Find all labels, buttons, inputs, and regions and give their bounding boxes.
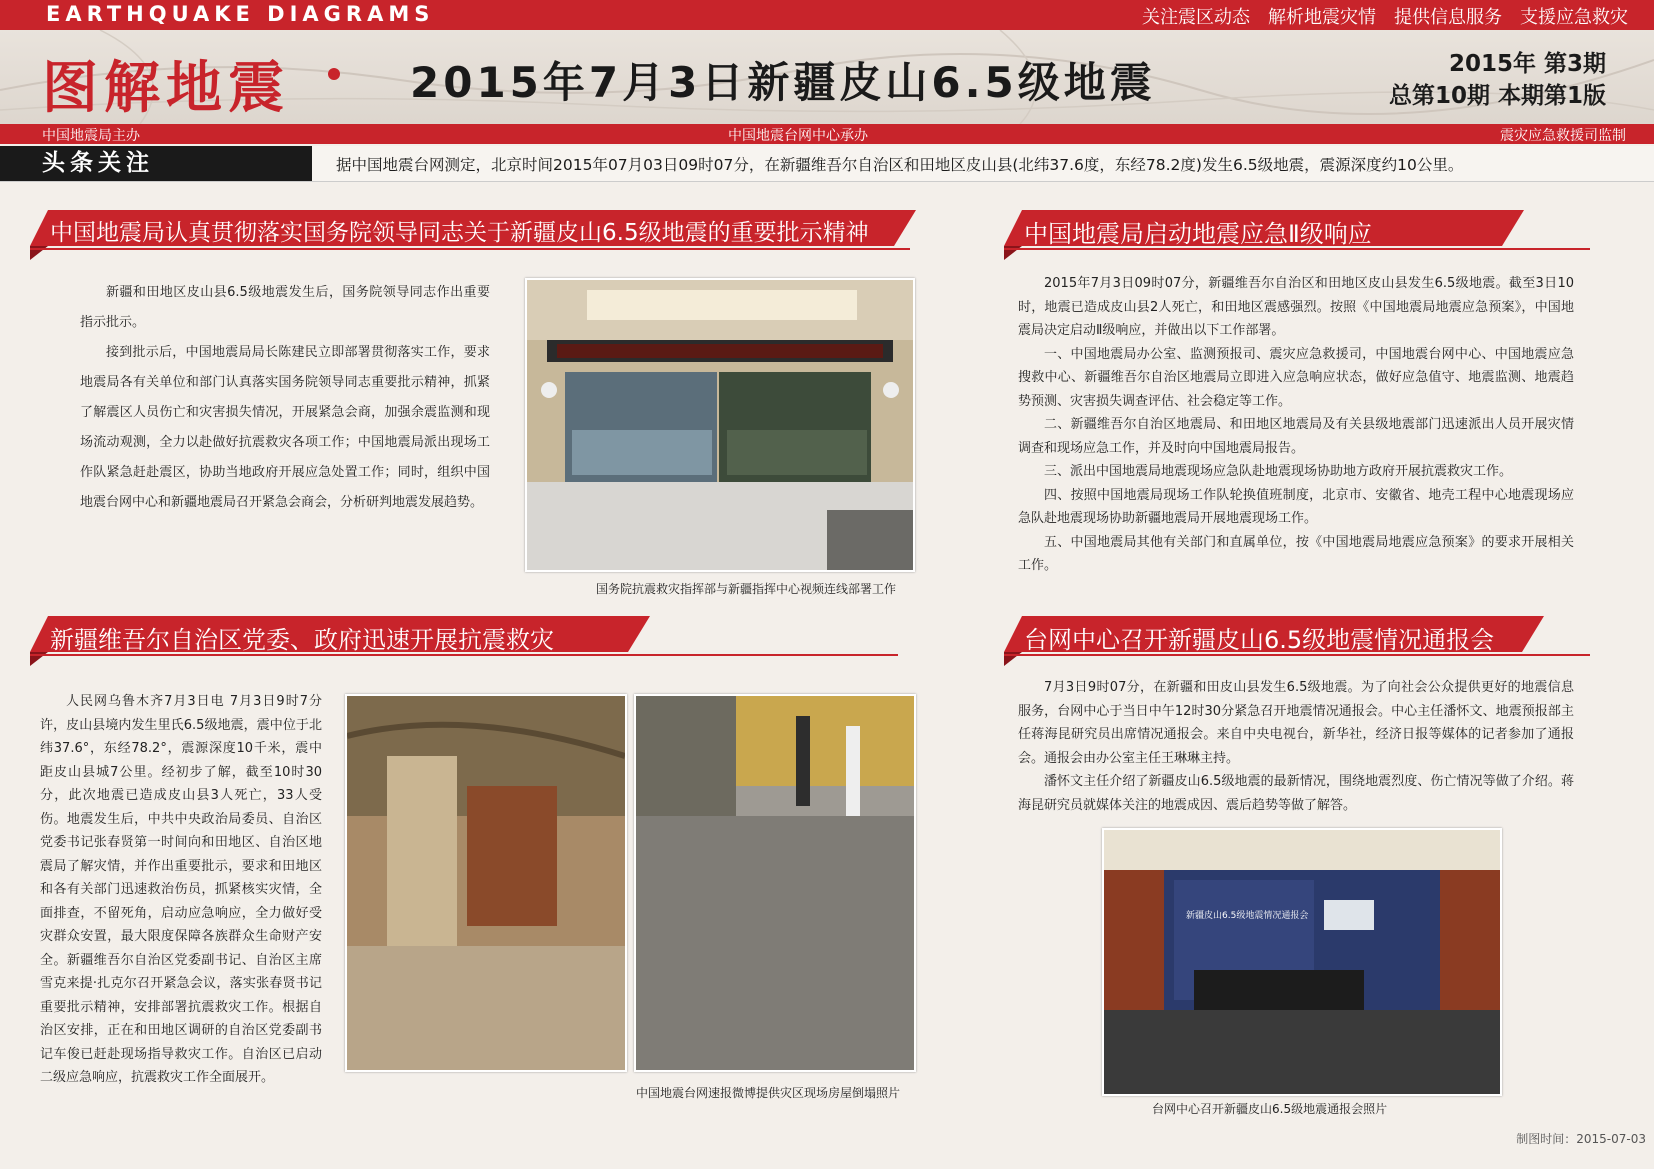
section3-paragraph: 人民网乌鲁木齐7月3日电 7月3日9时7分许，皮山县境内发生里氏6.5级地震，震中位于北纬37.6°，东经78.2°，震源深度10千米，震中距皮山县城7公里。经初步了解，截至10时30分，此次地震已造成皮山县3人死亡，33人受伤。地震发生后，中共中央政治局委员、自治区党委书记张春贤第一时间向和田地区、自治区地震局了解灾情，并作出重要批示，要求和田地区和各有关部门迅速救治伤员，抓紧核实灾情，全面排查，不留死角，启动应急响应，全力做好受灾群众安置，最大限度保障各族群众生命财产安全。新疆维吾尔自治区党委副书记、自治区主席雪克来提·扎克尔召开紧急会议，落实张春贤书记重要批示精神，安排部署抗震救灾工作。根据自治区安排，正在和田地区调研的自治区党委副书记车俊已赶赴现场指导救灾工作。自治区已启动二级应急响应，抗震救灾工作全面展开。: [40, 694, 322, 1085]
section2-paragraph: 三、派出中国地震局地震现场应急队赴地震现场协助地方政府开展抗震救灾工作。: [1044, 464, 1513, 479]
headline-label: 头条关注: [0, 146, 312, 181]
logo-title: 图解地震: [42, 55, 290, 121]
section2-paragraph: 二、新疆维吾尔自治区地震局、和田地区地震局及有关县级地震部门迅速派出人员开展灾情调查和现场应急工作，并及时向中国地震局报告。: [1018, 417, 1574, 456]
section3-underline: [30, 654, 898, 656]
section2-paragraph: 四、按照中国地震局现场工作队轮换值班制度，北京市、安徽省、地壳工程中心地震现场应急队赴地震现场协助新疆地震局开展地震现场工作。: [1018, 487, 1574, 526]
brand-english: EARTHQUAKE DIAGRAMS: [46, 2, 435, 26]
sponsor-undertaker: 中国地震台网中心承办: [728, 128, 868, 144]
section1-body: [80, 278, 490, 518]
issue-line-2: 总第10期 本期第1版: [1388, 83, 1606, 109]
masthead: [0, 30, 1654, 124]
logo-dot: [328, 68, 340, 80]
section1-title: 中国地震局认真贯彻落实国务院领导同志关于新疆皮山6.5级地震的重要批示精神: [50, 220, 869, 246]
issue-info: [1389, 48, 1606, 112]
command-center-photo: [525, 278, 915, 572]
press-briefing-illustration: [1104, 830, 1500, 1094]
top-nav: [1142, 3, 1628, 29]
section1-photo-caption: 国务院抗震救灾指挥部与新疆指挥中心视频连线部署工作: [596, 582, 897, 596]
section4-photo-caption: 台网中心召开新疆皮山6.5级地震通报会照片: [1152, 1102, 1388, 1116]
headline-bar: [0, 146, 1654, 182]
section2-paragraph: 五、中国地震局其他有关部门和直属单位，按《中国地震局地震应急预案》的要求开展相关工作。: [1018, 534, 1574, 573]
sponsor-bar: [0, 124, 1654, 144]
press-briefing-photo: [1102, 828, 1502, 1096]
sponsor-host: 中国地震局主办: [42, 128, 140, 144]
top-bar: [0, 0, 1654, 30]
nav-item-focus[interactable]: 关注震区动态: [1142, 7, 1250, 28]
section4-paragraph: 潘怀文主任介绍了新疆皮山6.5级地震的最新情况，围绕地震烈度、伤亡情况等做了介绍。蒋海昆研究员就媒体关注的地震成因、震后趋势等做了解答。: [1018, 774, 1574, 813]
section1-underline: [30, 248, 910, 250]
command-center-illustration: [527, 280, 913, 570]
rubble-illustration: [636, 696, 914, 1070]
section3-body: [40, 690, 322, 1090]
nav-item-analysis[interactable]: 解析地震灾情: [1268, 7, 1376, 28]
issue-line-1: 2015年 第3期: [1448, 51, 1606, 77]
sponsor-supervisor: 震灾应急救援司监制: [1500, 128, 1626, 144]
section2-underline: [1004, 248, 1590, 250]
section4-paragraph: 7月3日9时07分，在新疆和田皮山县发生6.5级地震。为了向社会公众提供更好的地震信息服务，台网中心于当日中午12时30分紧急召开地震情况通报会。中心主任潘怀文、地震预报部主任蒋海昆研究员出席情况通报会。来自中央电视台，新华社，经济日报等媒体的记者参加了通报会。通报会由办公室主任王琳琳主持。: [1018, 680, 1574, 766]
made-time: 制图时间：2015-07-03: [1516, 1132, 1646, 1146]
screen-text: 新疆皮山6.5级地震情况通报会: [1186, 911, 1309, 921]
section2-paragraph: 2015年7月3日09时07分，新疆维吾尔自治区和田地区皮山县发生6.5级地震。截至3日10时，地震已造成皮山县2人死亡，和田地区震感强烈。按照《中国地震局地震应急预案》，中国地震局决定启动Ⅱ级响应，并做出以下工作部署。: [1018, 276, 1574, 338]
section4-body: [1018, 676, 1574, 817]
nav-item-service[interactable]: 提供信息服务: [1394, 7, 1502, 28]
section4-underline: [1004, 654, 1590, 656]
section2-paragraph: 一、中国地震局办公室、监测预报司、震灾应急救援司，中国地震台网中心、中国地震应急搜救中心、新疆维吾尔自治区地震局立即进入应急响应状态，做好应急值守、地震监测、地震趋势预测、灾害损失调查评估、社会稳定等工作。: [1018, 346, 1574, 409]
section2-body: [1018, 272, 1574, 578]
section1-paragraph: 接到批示后，中国地震局局长陈建民立即部署贯彻落实工作，要求地震局各有关单位和部门认真落实国务院领导同志重要批示精神，抓紧了解震区人员伤亡和灾害损失情况，开展紧急会商，加强余震监测和现场流动观测，全力以赴做好抗震救灾各项工作；中国地震局派出现场工作队紧急赶赴震区，协助当地政府开展应急处置工作；同时，组织中国地震台网中心和新疆地震局召开紧急会商会，分析研判地震发展趋势。: [80, 345, 490, 510]
collapsed-wall-photo: [345, 694, 627, 1072]
nav-item-support[interactable]: 支援应急救灾: [1520, 7, 1628, 28]
section1-paragraph: 新疆和田地区皮山县6.5级地震发生后，国务院领导同志作出重要指示批示。: [80, 285, 490, 330]
section4-title: 台网中心召开新疆皮山6.5级地震情况通报会: [1024, 626, 1495, 654]
headline-text: 据中国地震台网测定，北京时间2015年07月03日09时07分，在新疆维吾尔自治区和田地区皮山县(北纬37.6度，东经78.2度)发生6.5级地震，震源深度约10公里。: [336, 156, 1464, 174]
section3-title: 新疆维吾尔自治区党委、政府迅速开展抗震救灾: [50, 626, 554, 654]
rubble-photo: [634, 694, 916, 1072]
collapsed-wall-illustration: [347, 696, 625, 1070]
section3-photo-caption: 中国地震台网速报微博提供灾区现场房屋倒塌照片: [636, 1086, 901, 1100]
page-title: 2015年7月3日新疆皮山6.5级地震: [410, 58, 1156, 107]
section2-title: 中国地震局启动地震应急Ⅱ级响应: [1024, 220, 1372, 248]
